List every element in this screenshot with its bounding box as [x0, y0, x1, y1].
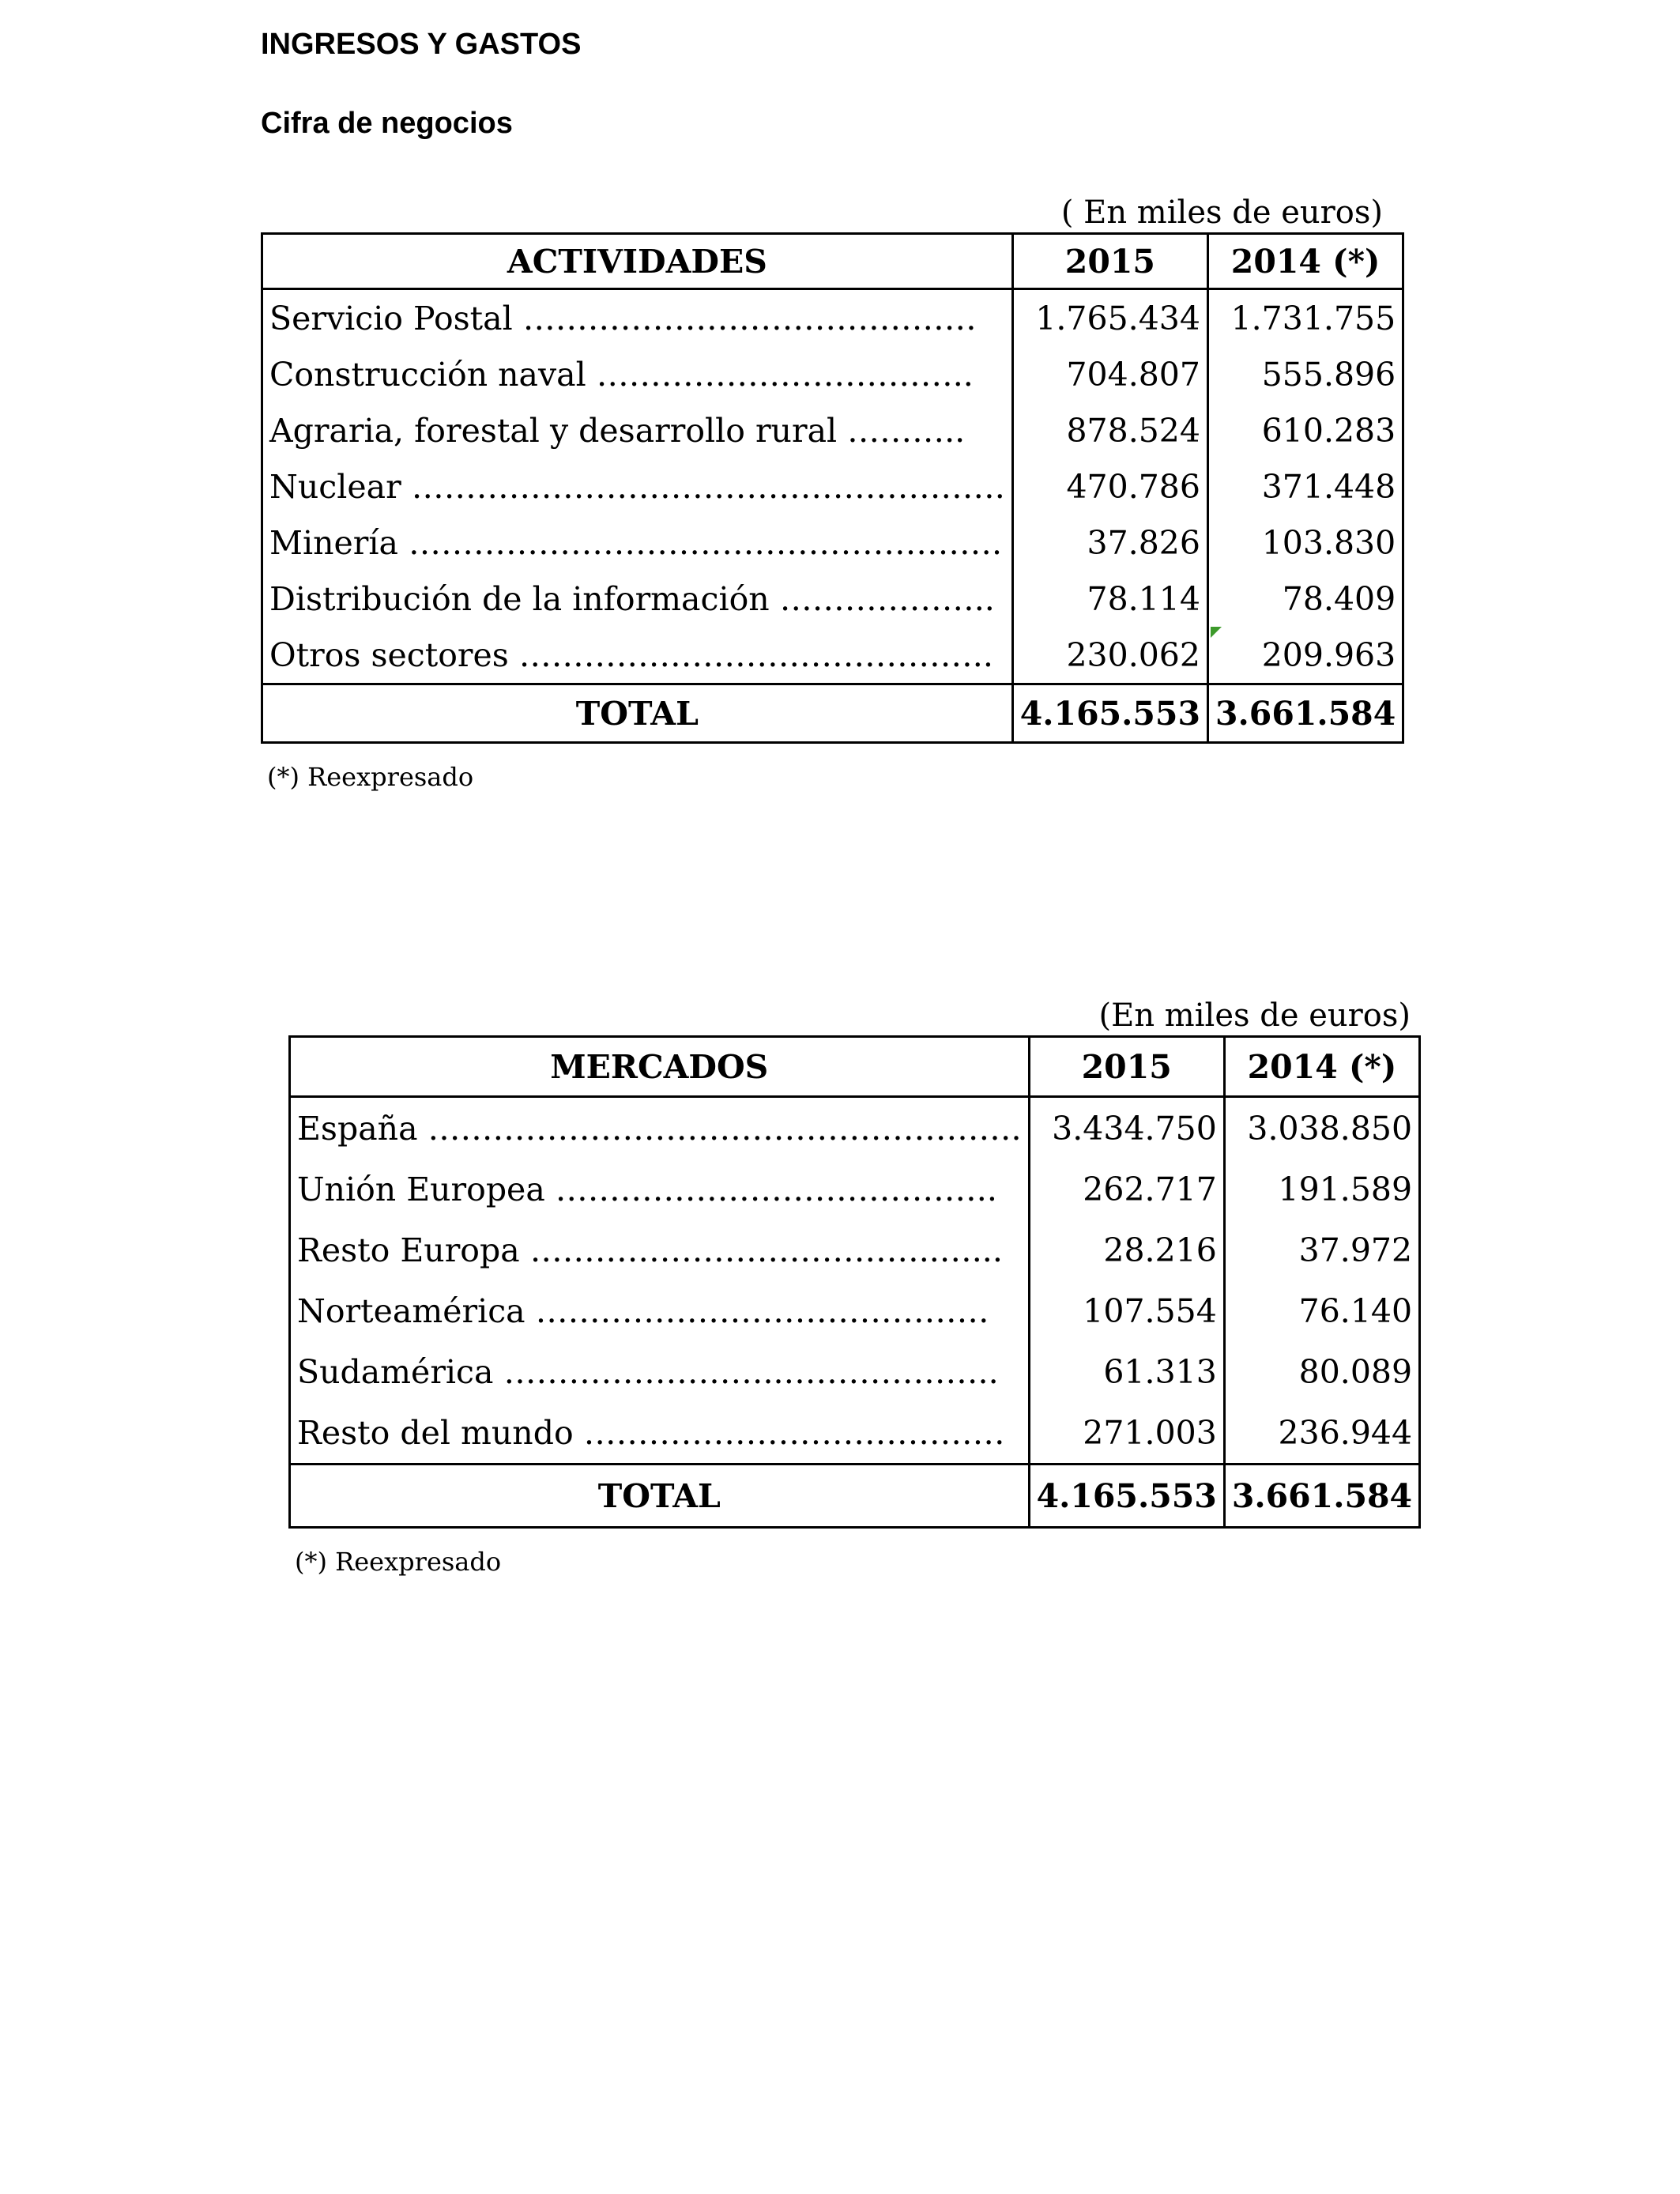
- row-value-2014: 78.409: [1207, 571, 1403, 627]
- row-value-2015: 78.114: [1012, 571, 1207, 627]
- row-value-2015: 230.062: [1012, 627, 1207, 684]
- total-value-2015: 4.165.553: [1012, 684, 1207, 743]
- table-row: [262, 627, 1403, 684]
- total-label: TOTAL: [290, 1465, 1030, 1528]
- row-label: España ……………………………………………….: [297, 1109, 1022, 1148]
- row-value-2015: 37.826: [1012, 515, 1207, 571]
- table-row: [290, 1341, 1420, 1402]
- row-value-2015: 262.717: [1029, 1159, 1224, 1220]
- row-value-2014: [1207, 627, 1403, 684]
- actividades-header-row: [262, 234, 1403, 289]
- row-value-2014: 37.972: [1224, 1220, 1419, 1280]
- actividades-header-activity: ACTIVIDADES: [262, 234, 1013, 289]
- actividades-units-label: ( En miles de euros): [1060, 194, 1383, 231]
- page-title: INGRESOS Y GASTOS: [261, 28, 582, 61]
- row-label: Construcción naval ……………………………..: [269, 355, 974, 394]
- row-value-2015: 1.765.434: [1012, 289, 1207, 347]
- mercados-header-market: MERCADOS: [290, 1037, 1030, 1097]
- row-value-2015: 28.216: [1029, 1220, 1224, 1280]
- mercados-footnote: (*) Reexpresado: [295, 1547, 502, 1577]
- total-value-2015: 4.165.553: [1029, 1465, 1224, 1528]
- table-row: [290, 1402, 1420, 1465]
- actividades-table: [261, 232, 1404, 744]
- row-value-2015: 878.524: [1012, 402, 1207, 458]
- mercados-block: [288, 996, 1411, 1578]
- mercados-table: [288, 1035, 1421, 1529]
- row-label: Otros sectores ……………………………………..: [269, 635, 993, 674]
- row-label: Distribución de la información ………………..: [269, 579, 995, 618]
- actividades-block: [261, 193, 1396, 793]
- row-value-2014: 610.283: [1207, 402, 1403, 458]
- row-value-2014: 80.089: [1224, 1341, 1419, 1402]
- row-value-2014: 191.589: [1224, 1159, 1419, 1220]
- table-row: [262, 289, 1403, 347]
- actividades-header-2015: 2015: [1012, 234, 1207, 289]
- row-value-2014: 3.038.850: [1224, 1097, 1419, 1159]
- row-value-2014-text: 209.963: [1261, 635, 1396, 674]
- section-title: Cifra de negocios: [261, 107, 513, 140]
- row-value-2014: 76.140: [1224, 1280, 1419, 1341]
- table-row: [262, 571, 1403, 627]
- actividades-footnote: (*) Reexpresado: [267, 762, 474, 792]
- row-label: Unión Europea …………………………………..: [297, 1170, 997, 1208]
- table-row: [262, 515, 1403, 571]
- row-value-2015: 271.003: [1029, 1402, 1224, 1465]
- mercados-header-row: [290, 1037, 1420, 1097]
- row-label: Norteamérica ……………………………………: [297, 1291, 989, 1330]
- row-label: Resto del mundo …………………………………: [297, 1413, 1005, 1452]
- row-value-2015: 107.554: [1029, 1280, 1224, 1341]
- table-row: [262, 402, 1403, 458]
- cell-comment-marker: [1211, 627, 1222, 638]
- row-value-2014: 1.731.755: [1207, 289, 1403, 347]
- mercados-header-2014: 2014 (*): [1224, 1037, 1419, 1097]
- row-value-2014: 103.830: [1207, 515, 1403, 571]
- actividades-header-2014: 2014 (*): [1207, 234, 1403, 289]
- table-row: [262, 346, 1403, 402]
- row-label: Sudamérica ……………………..………………..: [297, 1352, 999, 1391]
- row-value-2015: 704.807: [1012, 346, 1207, 402]
- row-label: Minería ……………………………………………….: [269, 523, 1002, 562]
- table-row: [290, 1097, 1420, 1159]
- mercados-total-row: [290, 1465, 1420, 1528]
- total-value-2014: 3.661.584: [1224, 1465, 1419, 1528]
- table-row: [262, 458, 1403, 515]
- mercados-header-2015: 2015: [1029, 1037, 1224, 1097]
- table-row: [290, 1280, 1420, 1341]
- row-value-2015: 3.434.750: [1029, 1097, 1224, 1159]
- total-label: TOTAL: [262, 684, 1013, 743]
- row-value-2014: 371.448: [1207, 458, 1403, 515]
- actividades-total-row: [262, 684, 1403, 743]
- mercados-units-label: (En miles de euros): [1098, 997, 1411, 1034]
- table-row: [290, 1159, 1420, 1220]
- row-label: Servicio Postal ……………………………………: [269, 299, 977, 337]
- total-value-2014: 3.661.584: [1207, 684, 1403, 743]
- row-value-2015: 61.313: [1029, 1341, 1224, 1402]
- row-value-2014: 555.896: [1207, 346, 1403, 402]
- row-label: Agraria, forestal y desarrollo rural ………..: [269, 411, 966, 450]
- row-label: Nuclear ……………………………………………….: [269, 467, 1005, 506]
- row-value-2014: 236.944: [1224, 1402, 1419, 1465]
- table-row: [290, 1220, 1420, 1280]
- row-label: Resto Europa ………………………………..…...: [297, 1231, 1003, 1269]
- row-value-2015: 470.786: [1012, 458, 1207, 515]
